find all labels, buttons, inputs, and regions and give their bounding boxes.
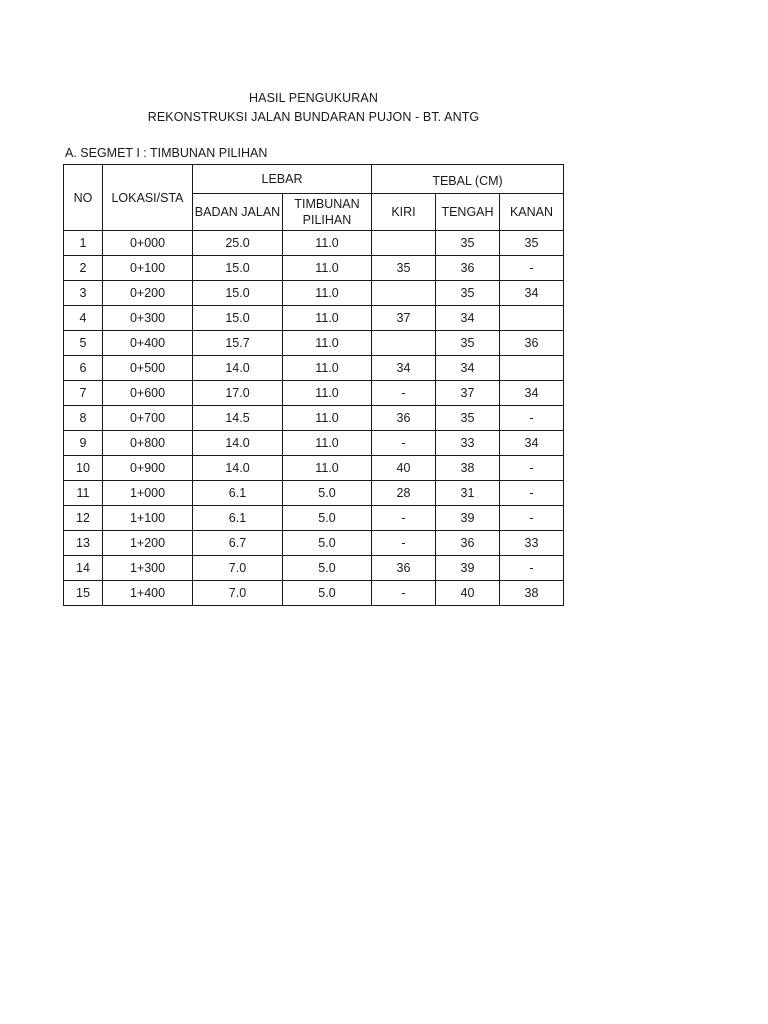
- cell-tengah: 35: [436, 331, 500, 356]
- cell-tengah: 35: [436, 406, 500, 431]
- cell-kanan: [500, 306, 564, 331]
- cell-sta: 0+700: [103, 406, 193, 431]
- cell-sta: 0+800: [103, 431, 193, 456]
- cell-badan-jalan: 15.0: [193, 281, 283, 306]
- cell-sta: 0+000: [103, 231, 193, 256]
- header-timbunan-line2: PILIHAN: [302, 213, 352, 227]
- cell-badan-jalan: 6.1: [193, 481, 283, 506]
- header-no: NO: [64, 165, 103, 231]
- table-row: [64, 431, 564, 456]
- cell-kanan: 34: [500, 281, 564, 306]
- cell-no: 15: [64, 581, 103, 606]
- cell-kiri: 28: [372, 481, 436, 506]
- header-kiri: KIRI: [372, 194, 436, 231]
- cell-sta: 1+000: [103, 481, 193, 506]
- cell-sta: 1+100: [103, 506, 193, 531]
- cell-timbunan: 11.0: [283, 381, 372, 406]
- table-row: [64, 531, 564, 556]
- table-row: [64, 356, 564, 381]
- cell-timbunan: 11.0: [283, 281, 372, 306]
- cell-badan-jalan: 14.0: [193, 356, 283, 381]
- cell-timbunan: 5.0: [283, 581, 372, 606]
- cell-no: 9: [64, 431, 103, 456]
- cell-timbunan: 5.0: [283, 531, 372, 556]
- cell-tengah: 39: [436, 506, 500, 531]
- cell-no: 7: [64, 381, 103, 406]
- cell-kiri: -: [372, 531, 436, 556]
- cell-sta: 0+500: [103, 356, 193, 381]
- table-row: [64, 231, 564, 256]
- cell-no: 1: [64, 231, 103, 256]
- cell-timbunan: 5.0: [283, 481, 372, 506]
- cell-tengah: 34: [436, 356, 500, 381]
- cell-kanan: 38: [500, 581, 564, 606]
- header-timbunan-pilihan: [283, 194, 372, 231]
- cell-tengah: 39: [436, 556, 500, 581]
- cell-timbunan: 5.0: [283, 556, 372, 581]
- section-heading: A. SEGMET I : TIMBUNAN PILIHAN: [65, 146, 268, 160]
- cell-sta: 1+200: [103, 531, 193, 556]
- cell-tengah: 34: [436, 306, 500, 331]
- cell-badan-jalan: 14.5: [193, 406, 283, 431]
- cell-kiri: 35: [372, 256, 436, 281]
- header-lokasi-sta: LOKASI/STA: [103, 165, 193, 231]
- cell-sta: 0+900: [103, 456, 193, 481]
- cell-kanan: 33: [500, 531, 564, 556]
- cell-no: 3: [64, 281, 103, 306]
- cell-kanan: 35: [500, 231, 564, 256]
- cell-sta: 0+200: [103, 281, 193, 306]
- cell-kiri: [372, 281, 436, 306]
- cell-badan-jalan: 7.0: [193, 581, 283, 606]
- cell-kiri: -: [372, 381, 436, 406]
- table-row: [64, 581, 564, 606]
- cell-kiri: -: [372, 431, 436, 456]
- measurement-table: [63, 164, 564, 606]
- cell-kiri: 36: [372, 556, 436, 581]
- cell-no: 6: [64, 356, 103, 381]
- cell-kiri: -: [372, 581, 436, 606]
- cell-badan-jalan: 6.1: [193, 506, 283, 531]
- cell-no: 12: [64, 506, 103, 531]
- table-row: [64, 381, 564, 406]
- cell-sta: 1+400: [103, 581, 193, 606]
- cell-kiri: -: [372, 506, 436, 531]
- table-row: [64, 456, 564, 481]
- cell-badan-jalan: 15.0: [193, 256, 283, 281]
- cell-kanan: [500, 356, 564, 381]
- cell-badan-jalan: 6.7: [193, 531, 283, 556]
- cell-tengah: 36: [436, 256, 500, 281]
- cell-sta: 0+100: [103, 256, 193, 281]
- cell-kanan: -: [500, 256, 564, 281]
- document-subtitle: REKONSTRUKSI JALAN BUNDARAN PUJON - BT. ANTG: [147, 110, 480, 124]
- cell-kanan: 34: [500, 431, 564, 456]
- cell-timbunan: 11.0: [283, 231, 372, 256]
- cell-kanan: -: [500, 481, 564, 506]
- cell-tengah: 37: [436, 381, 500, 406]
- cell-tengah: 38: [436, 456, 500, 481]
- cell-timbunan: 11.0: [283, 331, 372, 356]
- cell-no: 8: [64, 406, 103, 431]
- cell-kiri: 34: [372, 356, 436, 381]
- cell-kiri: 40: [372, 456, 436, 481]
- cell-timbunan: 11.0: [283, 306, 372, 331]
- cell-kanan: -: [500, 506, 564, 531]
- cell-kiri: 37: [372, 306, 436, 331]
- cell-no: 14: [64, 556, 103, 581]
- cell-badan-jalan: 7.0: [193, 556, 283, 581]
- header-tebal: TEBAL (CM): [372, 165, 564, 194]
- cell-badan-jalan: 14.0: [193, 456, 283, 481]
- table-row: [64, 556, 564, 581]
- cell-no: 5: [64, 331, 103, 356]
- cell-timbunan: 11.0: [283, 256, 372, 281]
- table-row: [64, 281, 564, 306]
- cell-no: 11: [64, 481, 103, 506]
- cell-timbunan: 11.0: [283, 456, 372, 481]
- cell-kiri: 36: [372, 406, 436, 431]
- cell-tengah: 40: [436, 581, 500, 606]
- cell-kanan: -: [500, 556, 564, 581]
- cell-sta: 1+300: [103, 556, 193, 581]
- header-badan-jalan: BADAN JALAN: [193, 194, 283, 231]
- cell-badan-jalan: 17.0: [193, 381, 283, 406]
- cell-badan-jalan: 14.0: [193, 431, 283, 456]
- cell-no: 4: [64, 306, 103, 331]
- cell-badan-jalan: 15.7: [193, 331, 283, 356]
- table-row: [64, 331, 564, 356]
- cell-sta: 0+600: [103, 381, 193, 406]
- table-row: [64, 506, 564, 531]
- cell-timbunan: 11.0: [283, 431, 372, 456]
- cell-kanan: -: [500, 456, 564, 481]
- cell-badan-jalan: 25.0: [193, 231, 283, 256]
- document-title: HASIL PENGUKURAN: [249, 91, 378, 105]
- cell-timbunan: 5.0: [283, 506, 372, 531]
- header-tengah: TENGAH: [436, 194, 500, 231]
- cell-no: 13: [64, 531, 103, 556]
- header-lebar: LEBAR: [193, 165, 372, 194]
- cell-tengah: 33: [436, 431, 500, 456]
- table-row: [64, 256, 564, 281]
- cell-timbunan: 11.0: [283, 356, 372, 381]
- table-row: [64, 481, 564, 506]
- cell-sta: 0+400: [103, 331, 193, 356]
- cell-kanan: 34: [500, 381, 564, 406]
- cell-kiri: [372, 331, 436, 356]
- header-kanan: KANAN: [500, 194, 564, 231]
- cell-no: 2: [64, 256, 103, 281]
- table-row: [64, 306, 564, 331]
- cell-kanan: -: [500, 406, 564, 431]
- cell-badan-jalan: 15.0: [193, 306, 283, 331]
- cell-tengah: 35: [436, 281, 500, 306]
- cell-sta: 0+300: [103, 306, 193, 331]
- cell-kiri: [372, 231, 436, 256]
- cell-tengah: 36: [436, 531, 500, 556]
- table-row: [64, 406, 564, 431]
- cell-tengah: 35: [436, 231, 500, 256]
- cell-kanan: 36: [500, 331, 564, 356]
- cell-tengah: 31: [436, 481, 500, 506]
- cell-no: 10: [64, 456, 103, 481]
- header-timbunan-line1: TIMBUNAN: [294, 197, 360, 211]
- cell-timbunan: 11.0: [283, 406, 372, 431]
